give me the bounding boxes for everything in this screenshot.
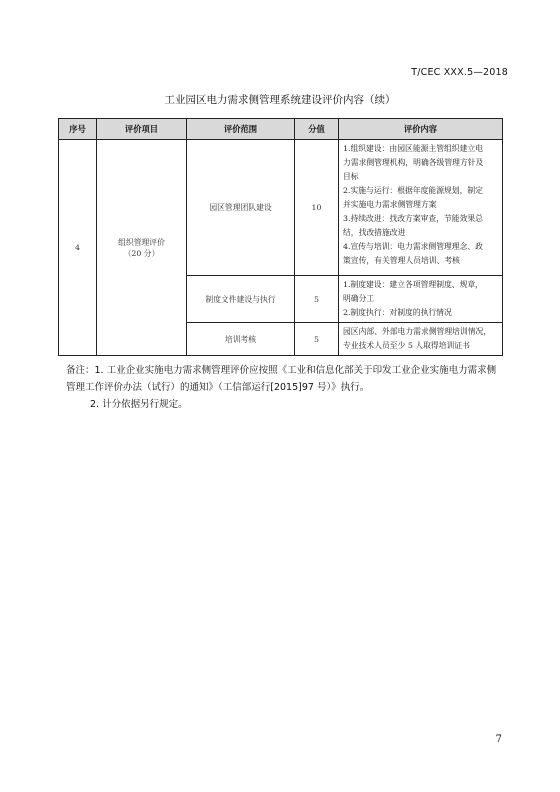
evaluation-table — [58, 118, 503, 356]
note-1-continued: 管理工作评价办法（试行）的通知》（工信部运行[2015]97 号）》执行。 — [66, 382, 370, 393]
score-cell: 5 — [295, 323, 339, 356]
column-header-score: 分值 — [295, 119, 339, 140]
content-line: 并实施电力需求侧管理方案 — [343, 200, 437, 209]
content-line: 结，找改措施改进 — [343, 228, 406, 237]
page-number: 7 — [495, 734, 502, 745]
scope-cell: 园区管理团队建设 — [187, 140, 295, 276]
content-cell — [339, 323, 503, 356]
table-title: 工业园区电力需求侧管理系统建设评价内容（续） — [164, 94, 396, 106]
item-seq: 4 — [59, 140, 97, 356]
table-header-row — [59, 119, 503, 140]
notes-section — [66, 362, 510, 413]
item-name: 组织管理评价 — [118, 237, 165, 247]
item-name-cell — [97, 140, 187, 356]
content-line: 2.实施与运行：根据年度能源规划，制定 — [343, 186, 483, 195]
score-cell: 10 — [295, 140, 339, 276]
content-line: 3.持续改进：找改方案审查，节能效果总 — [343, 214, 483, 223]
document-code: T/CEC XXX.5—2018 — [411, 67, 508, 78]
column-header-scope: 评价范围 — [187, 119, 295, 140]
item-points: （20 分） — [123, 248, 160, 258]
column-header-content: 评价内容 — [339, 119, 503, 140]
content-cell — [339, 140, 503, 276]
note-1: 备注：1. 工业企业实施电力需求侧管理评价应按照《工业和信息化部关于印发工业企业实施电力需求侧 — [66, 365, 497, 376]
content-line: 策宣传，有关管理人员培训、考核 — [343, 256, 460, 265]
content-line: 园区内部、外部电力需求侧管理培训情况， — [343, 327, 492, 336]
content-line: 力需求侧管理机构，明确各级管理方针及 — [343, 158, 484, 167]
content-line: 1.组织建设：由园区能源主管组织建立电 — [343, 144, 483, 153]
content-line: 4.宣传与培训：电力需求侧管理理念、政 — [343, 242, 483, 251]
scope-cell: 制度文件建设与执行 — [187, 276, 295, 323]
column-header-seq: 序号 — [59, 119, 97, 140]
content-line: 2.制度执行：对制度的执行情况 — [343, 308, 452, 317]
note-2: 2. 计分依据另行规定。 — [90, 399, 188, 410]
content-line: 明确分工 — [343, 294, 375, 303]
score-cell: 5 — [295, 276, 339, 323]
content-cell — [339, 276, 503, 323]
column-header-item: 评价项目 — [97, 119, 187, 140]
content-line: 专业技术人员至少 5 人取得培训证书 — [343, 341, 470, 350]
scope-cell: 培训考核 — [187, 323, 295, 356]
content-line: 目标 — [343, 172, 359, 181]
table-row — [59, 140, 503, 276]
content-line: 1.制度建设：建立各项管理制度、规章， — [343, 280, 483, 289]
